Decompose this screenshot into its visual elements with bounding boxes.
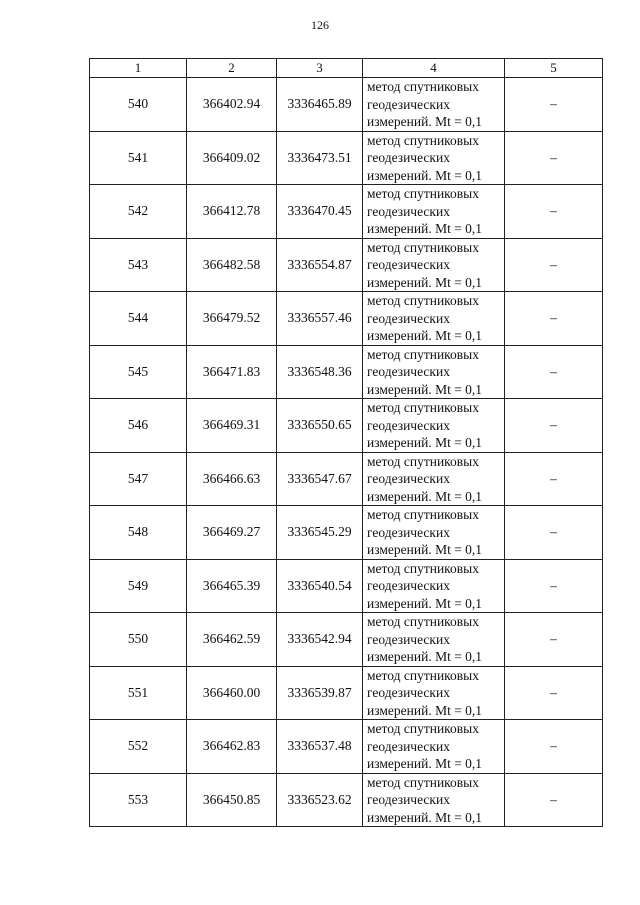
page-number: 126 bbox=[311, 18, 329, 32]
method-cell bbox=[363, 238, 505, 292]
accuracy-cell: – bbox=[505, 345, 603, 399]
method-cell bbox=[363, 345, 505, 399]
point-number-cell: 552 bbox=[90, 720, 187, 774]
point-number-cell: 545 bbox=[90, 345, 187, 399]
method-line: измерений. Mt = 0,1 bbox=[367, 381, 483, 397]
table-row bbox=[90, 506, 603, 560]
x-coordinate-cell: 366462.59 bbox=[187, 613, 277, 667]
accuracy-cell: – bbox=[505, 506, 603, 560]
point-number-cell: 553 bbox=[90, 773, 187, 827]
method-line: геодезических bbox=[367, 96, 450, 112]
method-line: геодезических bbox=[367, 310, 450, 326]
method-line: геодезических bbox=[367, 150, 450, 165]
method-line: метод спутниковых bbox=[367, 453, 479, 469]
table-row bbox=[90, 292, 603, 346]
table-row bbox=[90, 345, 603, 399]
method-cell bbox=[363, 666, 505, 720]
method-line: метод спутниковых bbox=[367, 560, 479, 576]
table-row bbox=[90, 185, 603, 239]
accuracy-cell: – bbox=[505, 238, 603, 292]
point-number-cell: 543 bbox=[90, 238, 187, 292]
method-line: геодезических bbox=[367, 471, 450, 486]
method-cell bbox=[363, 78, 505, 132]
x-coordinate-cell: 366469.27 bbox=[187, 506, 277, 560]
method-line: метод спутниковых bbox=[367, 293, 479, 308]
method-line: метод спутниковых bbox=[367, 774, 479, 790]
point-number-cell: 540 bbox=[90, 78, 187, 132]
point-number-cell: 544 bbox=[90, 292, 187, 346]
method-line: измерений. Mt = 0,1 bbox=[367, 221, 483, 236]
method-line: измерений. Mt = 0,1 bbox=[367, 809, 483, 825]
method-line: измерений. Mt = 0,1 bbox=[367, 488, 483, 504]
point-number-cell: 546 bbox=[90, 399, 187, 453]
method-line: геодезических bbox=[367, 631, 450, 647]
y-coordinate-cell: 3336473.51 bbox=[277, 131, 363, 185]
method-line: измерений. Mt = 0,1 bbox=[367, 595, 483, 611]
method-cell bbox=[363, 292, 505, 346]
x-coordinate-cell: 366462.83 bbox=[187, 720, 277, 774]
method-cell bbox=[363, 131, 505, 185]
accuracy-cell: – bbox=[505, 613, 603, 667]
table-row bbox=[90, 78, 603, 132]
x-coordinate-cell: 366482.58 bbox=[187, 238, 277, 292]
method-line: метод спутниковых bbox=[367, 667, 479, 683]
y-coordinate-cell: 3336470.45 bbox=[277, 185, 363, 239]
header-row bbox=[90, 59, 603, 78]
point-number-cell: 551 bbox=[90, 666, 187, 720]
point-number-cell: 550 bbox=[90, 613, 187, 667]
y-coordinate-cell: 3336545.29 bbox=[277, 506, 363, 560]
x-coordinate-cell: 366460.00 bbox=[187, 666, 277, 720]
table-row bbox=[90, 773, 603, 827]
y-coordinate-cell: 3336537.48 bbox=[277, 720, 363, 774]
column-header: 4 bbox=[363, 59, 505, 78]
method-cell bbox=[363, 506, 505, 560]
method-line: метод спутниковых bbox=[367, 132, 479, 148]
method-cell bbox=[363, 559, 505, 613]
method-cell bbox=[363, 720, 505, 774]
accuracy-cell: – bbox=[505, 720, 603, 774]
y-coordinate-cell: 3336548.36 bbox=[277, 345, 363, 399]
method-line: метод спутниковых bbox=[367, 614, 479, 629]
table-row bbox=[90, 666, 603, 720]
method-line: геодезических bbox=[367, 524, 450, 540]
method-line: геодезических bbox=[367, 417, 450, 433]
column-header: 1 bbox=[90, 59, 187, 78]
accuracy-cell: – bbox=[505, 452, 603, 506]
method-line: метод спутниковых bbox=[367, 507, 479, 522]
accuracy-cell: – bbox=[505, 399, 603, 453]
accuracy-cell: – bbox=[505, 773, 603, 827]
y-coordinate-cell: 3336550.65 bbox=[277, 399, 363, 453]
method-cell bbox=[363, 773, 505, 827]
x-coordinate-cell: 366409.02 bbox=[187, 131, 277, 185]
x-coordinate-cell: 366402.94 bbox=[187, 78, 277, 132]
point-number-cell: 542 bbox=[90, 185, 187, 239]
method-line: измерений. Mt = 0,1 bbox=[367, 649, 483, 664]
y-coordinate-cell: 3336523.62 bbox=[277, 773, 363, 827]
y-coordinate-cell: 3336465.89 bbox=[277, 78, 363, 132]
accuracy-cell: – bbox=[505, 78, 603, 132]
method-line: измерений. Mt = 0,1 bbox=[367, 702, 483, 718]
x-coordinate-cell: 366479.52 bbox=[187, 292, 277, 346]
point-number-cell: 548 bbox=[90, 506, 187, 560]
y-coordinate-cell: 3336547.67 bbox=[277, 452, 363, 506]
x-coordinate-cell: 366450.85 bbox=[187, 773, 277, 827]
table-row bbox=[90, 131, 603, 185]
method-line: геодезических bbox=[367, 792, 450, 807]
method-cell bbox=[363, 185, 505, 239]
method-line: геодезических bbox=[367, 578, 450, 593]
y-coordinate-cell: 3336554.87 bbox=[277, 238, 363, 292]
y-coordinate-cell: 3336540.54 bbox=[277, 559, 363, 613]
method-cell bbox=[363, 399, 505, 453]
method-line: измерений. Mt = 0,1 bbox=[367, 542, 483, 557]
method-line: геодезических bbox=[367, 738, 450, 754]
method-line: геодезических bbox=[367, 364, 450, 379]
x-coordinate-cell: 366466.63 bbox=[187, 452, 277, 506]
table-body bbox=[90, 59, 603, 827]
method-line: метод спутниковых bbox=[367, 79, 479, 94]
method-line: измерений. Mt = 0,1 bbox=[367, 274, 483, 290]
method-line: метод спутниковых bbox=[367, 239, 479, 255]
point-number-cell: 541 bbox=[90, 131, 187, 185]
y-coordinate-cell: 3336539.87 bbox=[277, 666, 363, 720]
point-number-cell: 547 bbox=[90, 452, 187, 506]
table-row bbox=[90, 720, 603, 774]
x-coordinate-cell: 366412.78 bbox=[187, 185, 277, 239]
accuracy-cell: – bbox=[505, 131, 603, 185]
method-line: измерений. Mt = 0,1 bbox=[367, 167, 483, 183]
method-line: метод спутниковых bbox=[367, 400, 479, 415]
method-line: геодезических bbox=[367, 203, 450, 219]
point-number-cell: 549 bbox=[90, 559, 187, 613]
coordinates-table bbox=[89, 58, 603, 827]
method-line: геодезических bbox=[367, 257, 450, 272]
table-row bbox=[90, 399, 603, 453]
method-line: метод спутниковых bbox=[367, 346, 479, 362]
method-line: метод спутниковых bbox=[367, 721, 479, 736]
method-line: измерений. Mt = 0,1 bbox=[367, 114, 483, 129]
y-coordinate-cell: 3336542.94 bbox=[277, 613, 363, 667]
method-cell bbox=[363, 613, 505, 667]
table-row bbox=[90, 613, 603, 667]
accuracy-cell: – bbox=[505, 292, 603, 346]
method-line: измерений. Mt = 0,1 bbox=[367, 756, 483, 771]
y-coordinate-cell: 3336557.46 bbox=[277, 292, 363, 346]
method-line: измерений. Mt = 0,1 bbox=[367, 435, 483, 450]
accuracy-cell: – bbox=[505, 666, 603, 720]
accuracy-cell: – bbox=[505, 559, 603, 613]
method-line: геодезических bbox=[367, 685, 450, 700]
table-row bbox=[90, 559, 603, 613]
column-header: 2 bbox=[187, 59, 277, 78]
x-coordinate-cell: 366465.39 bbox=[187, 559, 277, 613]
x-coordinate-cell: 366469.31 bbox=[187, 399, 277, 453]
accuracy-cell: – bbox=[505, 185, 603, 239]
x-coordinate-cell: 366471.83 bbox=[187, 345, 277, 399]
method-line: измерений. Mt = 0,1 bbox=[367, 328, 483, 343]
table-row bbox=[90, 238, 603, 292]
method-cell bbox=[363, 452, 505, 506]
column-header: 5 bbox=[505, 59, 603, 78]
method-line: метод спутниковых bbox=[367, 186, 479, 201]
column-header: 3 bbox=[277, 59, 363, 78]
table-row bbox=[90, 452, 603, 506]
